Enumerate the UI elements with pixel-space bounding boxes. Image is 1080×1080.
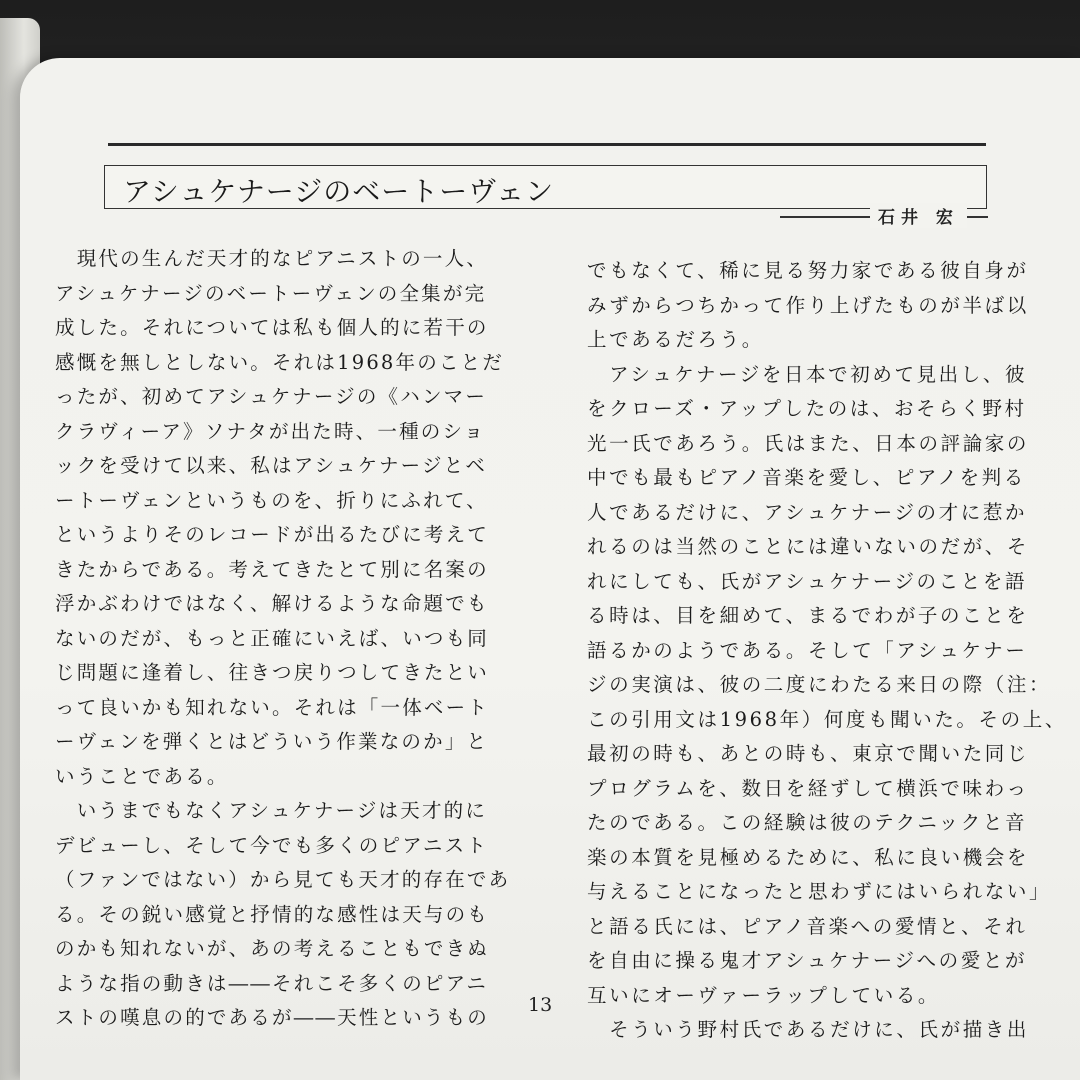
text-line: プログラムを、数日を経ずして横浜で味わっ [587, 776, 1029, 800]
text-line: 中でも最もピアノ音楽を愛し、ピアノを判る [587, 466, 1026, 489]
text-line: クラヴィーア》ソナタが出た時、一種のショ [55, 419, 486, 443]
text-line: る時は、目を細めて、まるでわが子のことを [587, 604, 1029, 627]
text-line: ーヴェンを弾くとはどういう作業なのか」と [55, 730, 489, 753]
text-line: デビューし、そして今でも多くのピアニスト [55, 833, 489, 857]
text-line: ートーヴェンというものを、折りにふれて、 [55, 488, 488, 512]
text-line: アシュケナージのベートーヴェンの全集が完 [55, 281, 487, 305]
text-line: アシュケナージを日本で初めて見出し、彼 [587, 362, 1028, 386]
text-line: をクローズ・アップしたのは、おそらく野村 [587, 397, 1027, 420]
text-line: きたからである。考えてきたとて別に名案の [55, 557, 489, 581]
text-line: 上であるだろう。 [587, 328, 764, 351]
text-line: ストの嘆息の的であるが――天性というもの [55, 1006, 490, 1029]
right-column [587, 254, 1067, 1048]
text-line: というよりそのレコードが出るたびに考えて [55, 523, 490, 546]
text-line: たのである。この経験は彼のテクニックと音 [587, 811, 1028, 834]
text-line: のかも知れないが、あの考えることもできぬ [55, 937, 490, 960]
text-line: そういう野村氏であるだけに、氏が描き出 [587, 1018, 1030, 1041]
text-line: 語るかのようである。そして「アシュケナー [587, 638, 1028, 662]
text-line: 成した。それについては私も個人的に若干の [55, 316, 489, 339]
text-line: 感慨を無しとしない。それは1968年のことだ [55, 350, 505, 374]
title-box [104, 165, 987, 209]
text-line: ような指の動きは――それこそ多くのピアニ [55, 971, 489, 995]
text-line: る。その鋭い感覚と抒情的な感性は天与のも [55, 902, 490, 926]
text-line: 最初の時も、あとの時も、東京で聞いた同じ [587, 742, 1030, 765]
text-line: この引用文は1968年）何度も聞いた。その上、 [587, 707, 1067, 731]
text-line: 人であるだけに、アシュケナージの才に惹か [587, 500, 1028, 524]
text-line: （ファンではない）から見ても天才的存在であ [55, 868, 511, 891]
text-line: いうことである。 [55, 764, 229, 788]
article-title: アシュケナージのベートーヴェン [123, 175, 555, 208]
page-number: 13 [528, 994, 553, 1016]
text-line: ックを受けて以来、私はアシュケナージとベ [55, 454, 488, 477]
text-line: 互いにオーヴァーラップしている。 [587, 983, 941, 1007]
article-author: 石井 宏 [870, 203, 967, 228]
text-line: いうまでもなくアシュケナージは天才的に [55, 799, 488, 822]
text-line: と語る氏には、ピアノ音楽への愛情と、それ [587, 914, 1028, 938]
text-line: を自由に操る鬼才アシュケナージへの愛とが [587, 949, 1028, 972]
text-line: みずからつちかって作り上げたものが半ば以 [587, 293, 1029, 317]
text-line: ジの実演は、彼の二度にわたる来日の際（注： [587, 673, 1052, 696]
text-line: ったが、初めてアシュケナージの《ハンマー [55, 385, 488, 408]
text-line: 与えることになったと思わずにはいられない」 [587, 880, 1052, 903]
header-rule [108, 143, 986, 146]
text-line: れるのは当然のことには違いないのだが、そ [587, 535, 1030, 558]
text-line: れにしても、氏がアシュケナージのことを語 [587, 569, 1028, 593]
text-line: 浮かぶわけではなく、解けるような命題でも [55, 592, 489, 615]
text-line: って良いかも知れない。それは「一体ベート [55, 695, 490, 719]
text-line: 現代の生んだ天才的なピアニストの一人、 [55, 247, 489, 270]
text-line: ないのだが、もっと正確にいえば、いつも同 [55, 626, 490, 650]
left-column [55, 242, 535, 1036]
text-line: でもなくて、稀に見る努力家である彼自身が [587, 259, 1029, 282]
text-line: 楽の本質を見極めるために、私に良い機会を [587, 845, 1030, 869]
text-line: 光一氏であろう。氏はまた、日本の評論家の [587, 431, 1030, 455]
text-line: じ問題に逢着し、往きつ戻りつしてきたとい [55, 661, 490, 684]
